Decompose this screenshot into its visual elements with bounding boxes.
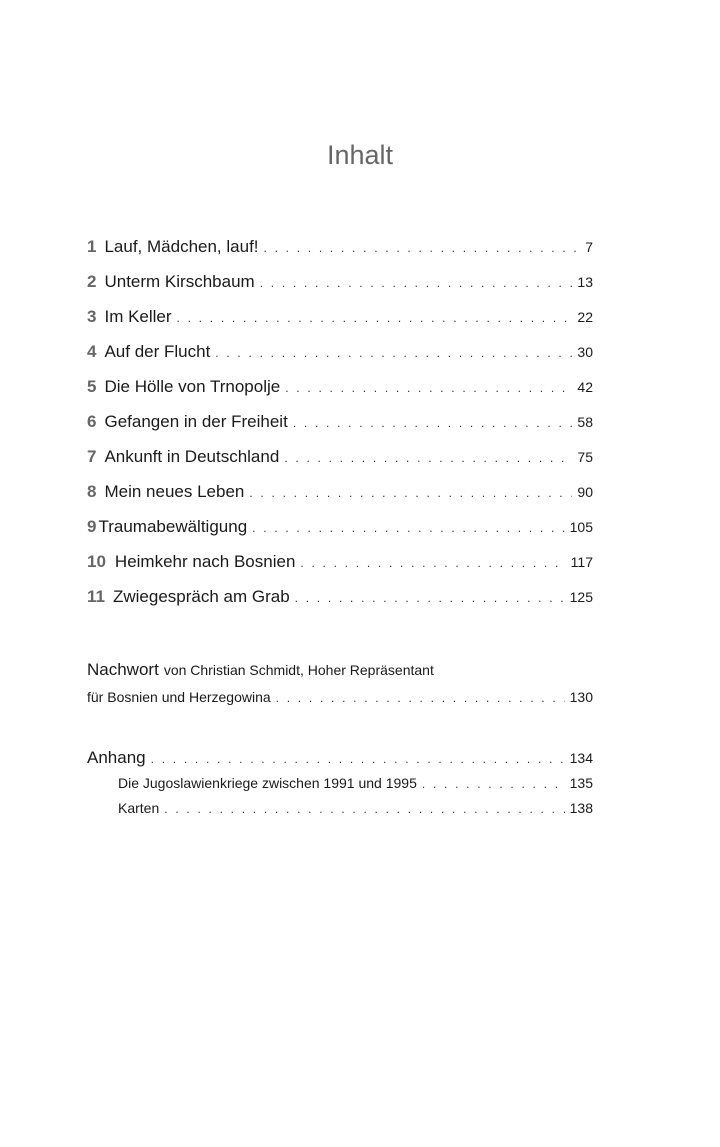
subentry-title: Die Jugoslawienkriege zwischen 1991 und 1995 (118, 775, 417, 791)
page-number: 134 (569, 750, 593, 766)
dot-leader (295, 591, 565, 605)
page-number: 30 (577, 344, 593, 360)
chapter-number: 5 (87, 377, 97, 396)
chapter-title: Zwiegespräch am Grab (112, 587, 290, 606)
dot-leader (285, 381, 572, 395)
toc-entry[interactable] (87, 412, 593, 432)
dot-leader (151, 752, 565, 766)
toc-entry[interactable] (87, 307, 593, 327)
page-number: 22 (577, 309, 593, 325)
page-number: 42 (577, 379, 593, 395)
chapter-number: 3 (87, 307, 97, 326)
dot-leader (300, 556, 565, 570)
toc-entry[interactable] (87, 342, 593, 362)
nachwort-heading (87, 660, 593, 680)
chapter-title: Lauf, Mädchen, lauf! (104, 237, 259, 256)
chapter-number: 9 (87, 517, 97, 536)
chapter-title: Traumabewältigung (98, 517, 248, 536)
toc-entry-nachwort[interactable] (87, 689, 593, 705)
page-number: 138 (569, 800, 593, 816)
page-title: Inhalt (326, 140, 394, 170)
toc-entry[interactable] (87, 237, 593, 257)
toc-entry[interactable] (87, 587, 593, 607)
anhang-title: Anhang (87, 748, 146, 767)
nachwort-author: von Christian Schmidt, Hoher Repräsentant (163, 662, 434, 678)
dot-leader (422, 777, 565, 791)
chapter-number: 8 (87, 482, 97, 501)
page-number: 58 (577, 414, 593, 430)
page-number: 75 (577, 449, 593, 465)
dot-leader (260, 276, 573, 290)
chapter-title: Die Hölle von Trnopolje (104, 377, 281, 396)
chapter-title: Im Keller (104, 307, 172, 326)
dot-leader (164, 802, 564, 816)
dot-leader (276, 691, 565, 705)
toc-entry[interactable] (87, 517, 593, 537)
chapter-number: 6 (87, 412, 97, 431)
toc-entry[interactable] (87, 482, 593, 502)
chapter-number: 10 (87, 552, 106, 571)
chapter-number: 2 (87, 272, 97, 291)
page-number: 90 (577, 484, 593, 500)
chapter-title: Heimkehr nach Bosnien (114, 552, 296, 571)
chapter-number: 7 (87, 447, 97, 466)
dot-leader (284, 451, 572, 465)
dot-leader (293, 416, 573, 430)
subentry-title: Karten (118, 800, 160, 816)
chapter-title: Auf der Flucht (104, 342, 211, 361)
toc-entry[interactable] (87, 377, 593, 397)
chapter-title: Ankunft in Deutschland (104, 447, 280, 466)
chapter-number: 1 (87, 237, 97, 256)
dot-leader (264, 241, 581, 255)
toc-entry[interactable] (87, 272, 593, 292)
chapter-title: Gefangen in der Freiheit (104, 412, 288, 431)
dot-leader (252, 521, 564, 535)
page-number: 135 (569, 775, 593, 791)
toc-entry[interactable] (87, 552, 593, 572)
page-number: 125 (569, 589, 593, 605)
nachwort-line2: für Bosnien und Herzegowina (87, 689, 271, 705)
chapter-title: Mein neues Leben (104, 482, 245, 501)
nachwort-title: Nachwort (87, 660, 159, 679)
toc-entry-anhang[interactable] (87, 748, 593, 768)
chapter-number: 4 (87, 342, 97, 361)
dot-leader (177, 311, 573, 325)
toc-subentry[interactable] (118, 775, 593, 791)
page-number: 13 (577, 274, 593, 290)
chapter-title: Unterm Kirschbaum (104, 272, 255, 291)
toc-subentry[interactable] (118, 800, 593, 816)
page-number: 105 (569, 519, 593, 535)
page-number: 117 (570, 554, 593, 570)
toc-entry[interactable] (87, 447, 593, 467)
dot-leader (249, 486, 572, 500)
dot-leader (215, 346, 572, 360)
page-number: 7 (585, 239, 593, 255)
chapter-number: 11 (87, 587, 105, 606)
page-number: 130 (569, 689, 593, 705)
